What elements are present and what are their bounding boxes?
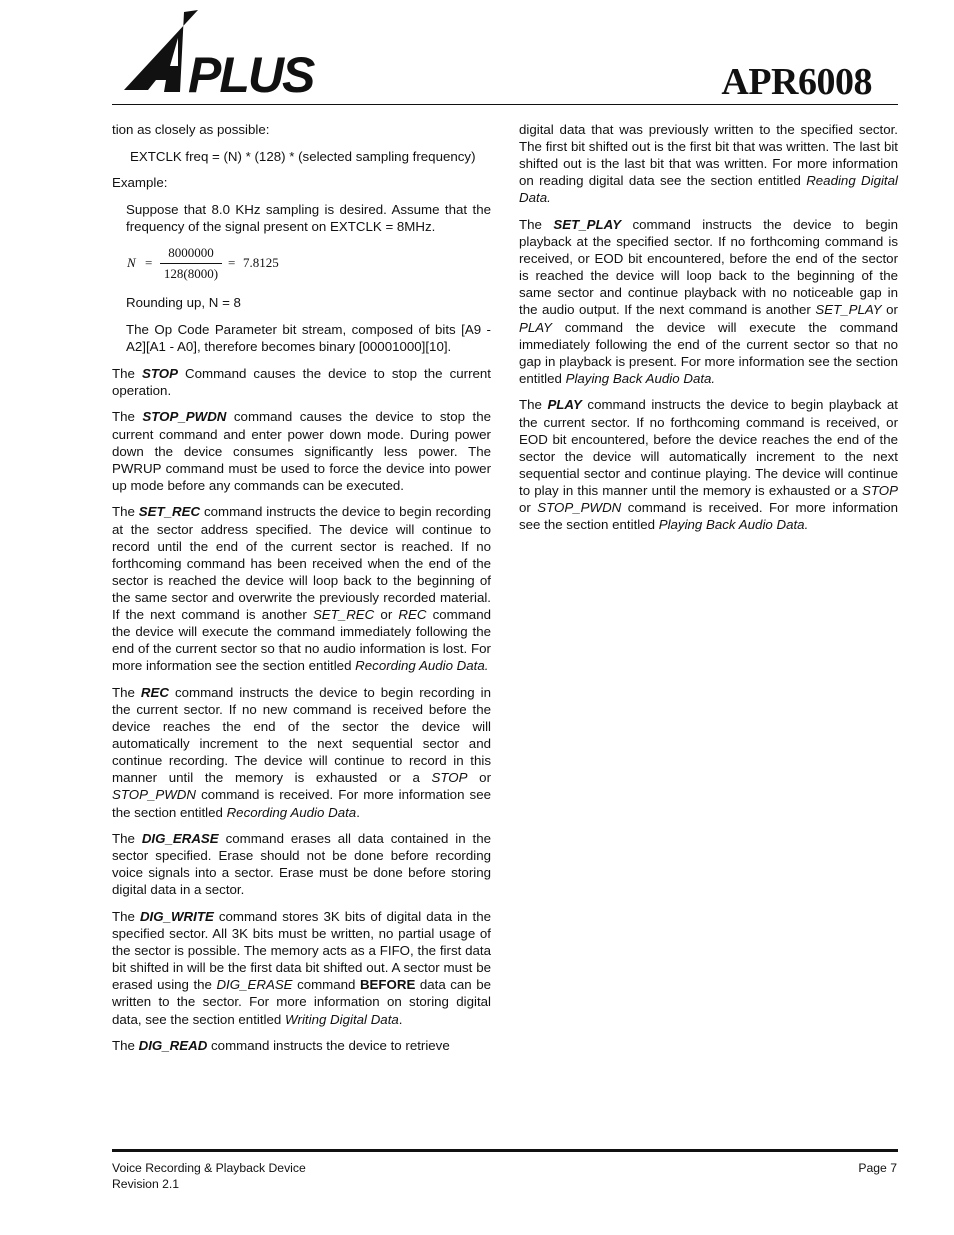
text: or: [467, 770, 491, 786]
text: .: [398, 1011, 403, 1027]
paragraph: [126, 201, 491, 235]
text: or: [519, 499, 538, 515]
text: tion as closely as possible:: [112, 122, 270, 137]
text: The: [519, 397, 548, 413]
command-name: DIG_READ: [138, 1038, 208, 1054]
command-ref: SET_PLAY: [815, 302, 882, 318]
command-ref: STOP: [862, 482, 898, 498]
command-name: SET_REC: [138, 504, 201, 520]
command-name: SET_PLAY: [553, 216, 622, 232]
command-name: REC: [140, 684, 169, 700]
text: command the device will execute the command immediately following the end of the current sector so that no audio information is lost. For more information see the section entitled: [112, 606, 491, 674]
play-paragraph: [519, 396, 898, 533]
section-ref: Playing Back Audio Data.: [565, 370, 716, 386]
text: or: [881, 302, 898, 318]
command-name: STOP_PWDN: [142, 409, 227, 425]
text: command: [292, 977, 360, 993]
text: The: [112, 1038, 139, 1054]
text: command instructs the device to begin recording at the sector address specified. The device will continue to record until the end of the current sector is reached. If no forthcoming command has been received when the end of the sector is reached the device will loop back to the beginning of the same sector and overwrite the previously recorded material. If the next command is another: [112, 504, 492, 622]
command-ref: REC: [398, 606, 427, 622]
text: The: [112, 684, 141, 700]
page-number: Page 7: [858, 1161, 897, 1175]
formula: [127, 244, 491, 282]
part-number: APR6008: [721, 61, 872, 103]
formula-denominator: 128(8000): [163, 265, 219, 281]
stop-paragraph: [112, 365, 491, 399]
text: data can be written to the sector. For more information on storing digital data, see the section entitled: [112, 977, 491, 1027]
dig-read-continued: [519, 121, 898, 206]
text: command erases all data contained in the sector specified. Erase should not be done before recording voice signals into a sector. Erase must be done before storing digital data in a sector.: [112, 831, 492, 898]
text: Rounding up, N = 8: [126, 295, 241, 311]
text: command stores 3K bits of digital data in the specified sector. All 3K bits must be written, no partial usage of the sector is possible. The memory acts as a FIFO, the first data bit shifted in will be the first data bit shifted out. A sector must be erased using the: [112, 908, 492, 993]
text: or: [374, 606, 399, 622]
dig-read-paragraph: [112, 1037, 491, 1054]
text: The: [112, 409, 143, 425]
command-ref: SET_REC: [312, 606, 375, 622]
text: The: [112, 504, 139, 520]
text: Example:: [112, 175, 168, 191]
section-ref: Recording Audio Data: [226, 804, 357, 820]
formula-equals: =: [228, 255, 236, 271]
text: Command causes the device to stop the current operation.: [112, 365, 491, 398]
text: command instructs the device to retrieve: [207, 1038, 450, 1054]
paragraph: [126, 321, 491, 355]
text: command the device will execute the command immediately following the end of the current sector so that no gap in playback is present. For more information see the section entitled: [519, 319, 898, 386]
section-ref: Recording Audio Data.: [355, 658, 489, 674]
command-ref: STOP_PWDN: [537, 499, 622, 515]
section-ref: Reading Digital Data.: [519, 173, 898, 206]
left-column: [112, 121, 491, 1064]
command-ref: PLAY: [519, 319, 553, 335]
footer-rule: [112, 1149, 898, 1152]
svg-text:PLUS: PLUS: [188, 47, 314, 100]
formula-fraction: [160, 244, 222, 281]
command-name: STOP: [141, 365, 178, 381]
text: command instructs the device to begin recording in the current sector. If no new command is received before the device reaches the end of the sector the device will automatically increment to the next sequential sector and continue recording. The device will continue to record in this manner until the memory is exhausted or a: [112, 684, 491, 786]
paragraph: [126, 294, 491, 311]
emphasis: BEFORE: [359, 977, 416, 993]
formula-lhs: N: [127, 255, 136, 271]
text: command causes the device to stop the current command and enter power down mode. During power down the device consumes significantly less power. The PWRUP command must be used to force the device into power up mode before any commands can be executed.: [112, 409, 492, 493]
text: command is received. For more information see the section entitled: [519, 499, 898, 533]
text: .: [356, 804, 360, 820]
footer-revision: Revision 2.1: [112, 1177, 180, 1191]
command-name: DIG_ERASE: [141, 831, 219, 847]
section-ref: Playing Back Audio Data.: [658, 517, 809, 533]
text: command instructs the device to begin playback at the current sector. If no forthcoming command is received, or EOD bit encountered, before the device reaches the end of the sector the device will automatically increment to the next sequential sector and continue playing. The device will continue to play in this manner until the memory is exhausted or a: [519, 397, 899, 498]
dig-erase-paragraph: [112, 830, 491, 898]
text: Suppose that 8.0 KHz sampling is desired. Assume that the frequency of the signal present on EXTCLK = 8MHz.: [126, 201, 491, 234]
command-ref: STOP_PWDN: [112, 787, 196, 803]
command-name: DIG_WRITE: [139, 908, 214, 924]
section-ref: Writing Digital Data: [284, 1011, 399, 1027]
dig-write-paragraph: [112, 908, 491, 1028]
aplus-logo: [118, 8, 318, 100]
text: The: [112, 831, 142, 847]
formula-equals: =: [145, 255, 153, 271]
text: digital data that was previously written to the specified sector. The first bit shifted out is the first bit that was written. The last bit shifted out is the last bit that was written. For more information on reading digital data see the section entitled: [519, 122, 898, 189]
text: command instructs the device to begin playback at the specified sector. If no forthcoming command is received, or EOD bit encountered, before the end of the sector is reached the device will loop back to the beginning of the same sector and continue playback with no noticeable gap in the audio output. If the next command is another: [519, 216, 898, 318]
rec-paragraph: [112, 684, 491, 821]
right-column: [519, 121, 898, 543]
command-ref: STOP: [431, 770, 468, 786]
equation-line: [130, 148, 491, 165]
formula-numerator: 8000000: [160, 244, 222, 263]
footer-title: Voice Recording & Playback Device: [112, 1161, 306, 1175]
text: EXTCLK freq = (N) * (128) * (selected sampling frequency): [130, 148, 476, 164]
text: The: [519, 216, 554, 232]
command-ref: DIG_ERASE: [216, 977, 293, 993]
text: The Op Code Parameter bit stream, composed of bits [A9 - A2][A1 - A0], therefore becomes binary [00001000][10].: [126, 322, 491, 355]
set-play-paragraph: [519, 216, 898, 387]
paragraph: [112, 121, 491, 138]
text: The: [112, 908, 140, 924]
example-label: [112, 174, 491, 191]
set-rec-paragraph: [112, 503, 491, 674]
stop-pwdn-paragraph: [112, 408, 491, 493]
text: command is received. For more information see the section entitled: [112, 787, 491, 820]
header-rule: [112, 104, 898, 105]
command-name: PLAY: [547, 397, 582, 413]
formula-result: 7.8125: [243, 255, 279, 271]
text: The: [112, 365, 142, 381]
